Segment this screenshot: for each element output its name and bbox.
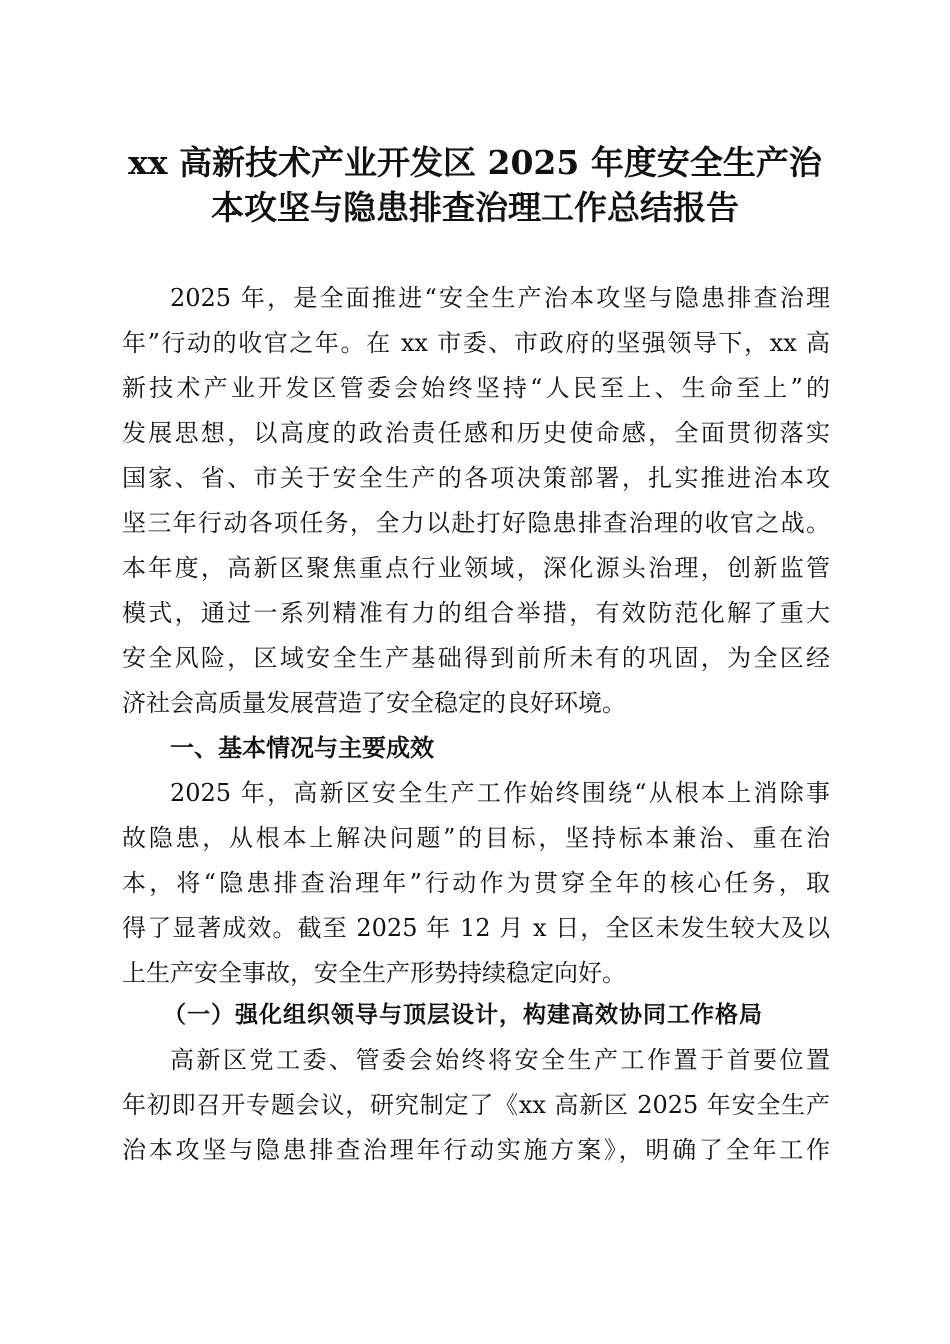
- section-line: 得了显著成效。截至 2025 年 12 月 x 日，全区未发生较大及以: [122, 914, 830, 942]
- intro-line: 发展思想，以高度的政治责任感和历史使命感，全面贯彻落实: [122, 419, 830, 447]
- subsection-heading: （一）强化组织领导与顶层设计，构建高效协同工作格局: [163, 1001, 763, 1028]
- section-line: 2025 年，高新区安全生产工作始终围绕“从根本上消除事: [170, 779, 830, 807]
- intro-line: 新技术产业开发区管委会始终坚持“人民至上、生命至上”的: [122, 374, 830, 402]
- intro-line: 年”行动的收官之年。在 xx 市委、市政府的坚强领导下，xx 高: [122, 329, 830, 357]
- section-line: 故隐患，从根本上解决问题”的目标，坚持标本兼治、重在治: [122, 824, 830, 852]
- section-line: 本，将“隐患排查治理年”行动作为贯穿全年的核心任务，取: [122, 869, 830, 897]
- subsection-line: 年初即召开专题会议，研究制定了《xx 高新区 2025 年安全生产: [122, 1091, 830, 1119]
- intro-line: 坚三年行动各项任务，全力以赴打好隐患排查治理的收官之战。: [122, 509, 830, 537]
- section-line: 上生产安全事故，安全生产形势持续稳定向好。: [122, 959, 626, 987]
- subsection-line: 治本攻坚与隐患排查治理年行动实施方案》，明确了全年工作: [122, 1136, 830, 1164]
- document-title-line-1: xx 高新技术产业开发区 2025 年度安全生产治: [128, 143, 822, 182]
- intro-line: 国家、省、市关于安全生产的各项决策部署，扎实推进治本攻: [122, 464, 830, 492]
- intro-line: 模式，通过一系列精准有力的组合举措，有效防范化解了重大: [122, 599, 830, 627]
- intro-line: 本年度，高新区聚焦重点行业领域，深化源头治理，创新监管: [122, 554, 830, 582]
- intro-line: 2025 年，是全面推进“安全生产治本攻坚与隐患排查治理: [170, 284, 830, 312]
- subsection-line: 高新区党工委、管委会始终将安全生产工作置于首要位置: [170, 1046, 830, 1074]
- intro-line: 安全风险，区域安全生产基础得到前所未有的巩固，为全区经: [122, 644, 830, 672]
- document-title-line-2: 本攻坚与隐患排查治理工作总结报告: [211, 188, 739, 227]
- section-heading: 一、基本情况与主要成效: [170, 734, 434, 762]
- intro-line: 济社会高质量发展营造了安全稳定的良好环境。: [122, 689, 626, 717]
